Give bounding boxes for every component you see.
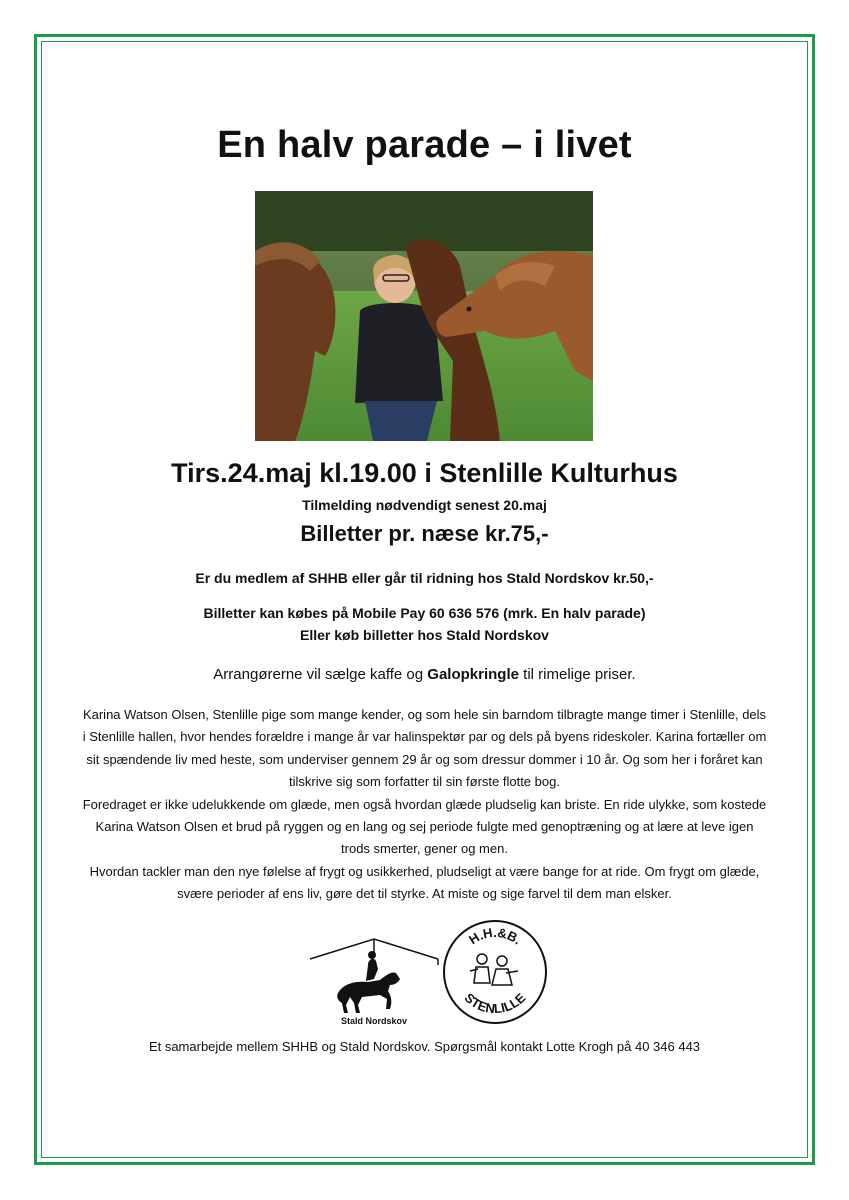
story-paragraph-1: Karina Watson Olsen, Stenlille pige som mange kender, og som hele sin barndom tilbragte mange timer i Stenlille, dels i Stenlille hallen, hvor hendes forældre i mange år var halinspektør par og dels på byens rideskoler. Karina fortæller om sit spændende liv med heste, som underviser gennem 29 år og som dressur dommer i 10 år. Og som her i foråret kan tilskrive sig som forfatter til sin første flotte bog.	[82, 707, 767, 790]
buy-at-stable: Eller køb billetter hos Stald Nordskov	[300, 627, 549, 643]
hhb-stenlille-logo	[442, 919, 548, 1025]
coffee-highlight: Galopkringle	[427, 666, 519, 683]
stald-nordskov-logo	[308, 935, 440, 1027]
footer-contact: Et samarbejde mellem SHHB og Stald Nordskov. Spørgsmål kontakt Lotte Krogh på 40 346 443	[148, 1039, 701, 1054]
registration-deadline: Tilmelding nødvendigt senest 20.maj	[302, 497, 547, 513]
event-date-location: Tirs.24.maj kl.19.00 i Stenlille Kulturhus	[171, 458, 678, 488]
story-paragraph-3: Hvordan tackler man den nye følelse af frygt og usikkerhed, pludseligt at være bange for at ride. Om frygt om glæde, svære perioder af ens liv, gøre det til styrke. At miste og sige farvel til dem man elsker.	[89, 863, 760, 902]
member-price: Er du medlem af SHHB eller går til ridning hos Stald Nordskov kr.50,-	[195, 570, 654, 586]
story-text	[82, 704, 767, 906]
stald-logo-label: Stald Nordskov	[340, 1016, 408, 1026]
story-paragraph-2: Foredraget er ikke udelukkende om glæde, men også hvordan glæde pludselig kan briste. En ride ulykke, som kostede Karina Watson Olsen et brud på ryggen og en lang og sej periode fulgte med genoptræning og at lære at leve igen trods smerter, gener og men.	[82, 796, 767, 857]
hhb-logo-top-text: H.H.&B.	[466, 924, 525, 948]
photo-woman-with-horses	[255, 191, 593, 441]
coffee-text-after: til rimelige priser.	[518, 666, 636, 683]
coffee-notice	[0, 666, 849, 683]
coffee-text-before: Arrangørerne vil sælge kaffe og	[213, 666, 428, 683]
hhb-logo-bottom-text: STENLILLE	[461, 990, 529, 1017]
buy-mobilepay: Billetter kan købes på Mobile Pay 60 636 576 (mrk. En halv parade)	[203, 605, 646, 621]
ticket-price: Billetter pr. næse kr.75,-	[300, 521, 549, 546]
poster-title: En halv parade – i livet	[217, 124, 632, 166]
